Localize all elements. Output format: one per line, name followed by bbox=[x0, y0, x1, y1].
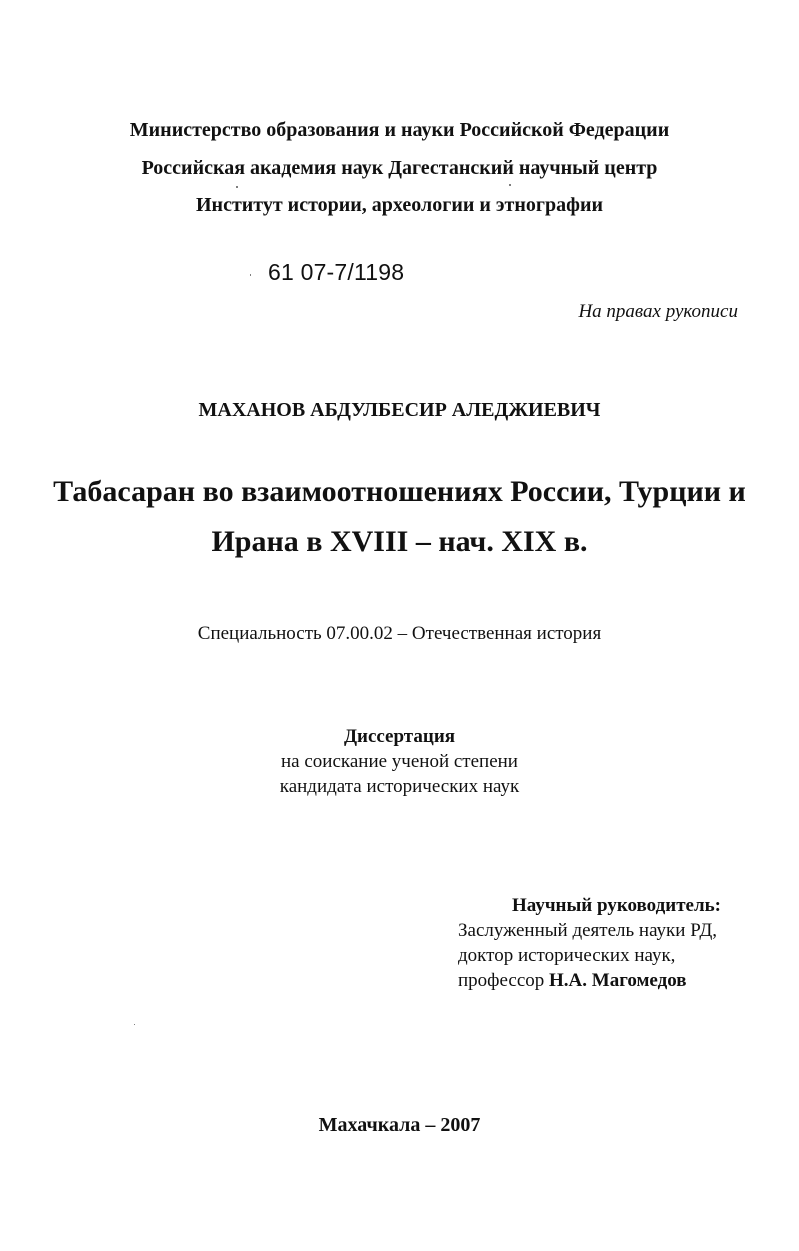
academy-line: Российская академия наук Дагестанский научный центр bbox=[141, 157, 658, 179]
dissertation-heading: Диссертация bbox=[343, 726, 456, 747]
supervisor-degree-line: доктор исторических наук, bbox=[458, 945, 676, 966]
supervisor-heading: Научный руководитель: bbox=[512, 895, 721, 916]
dissertation-title-line-1: Табасаран во взаимоотношениях России, Турции и bbox=[53, 475, 746, 508]
scan-speck bbox=[509, 184, 511, 186]
rights-note: На правах рукописи bbox=[578, 301, 738, 322]
scan-speck bbox=[236, 186, 238, 188]
scan-speck bbox=[134, 1024, 135, 1025]
author-name: МАХАНОВ АБДУЛБЕСИР АЛЕДЖИЕВИЧ bbox=[198, 399, 601, 421]
dissertation-title-line-2: Ирана в XVIII – нач. XIX в. bbox=[211, 525, 588, 558]
supervisor-title-line: Заслуженный деятель науки РД, bbox=[458, 920, 718, 941]
scan-speck bbox=[250, 274, 251, 276]
supervisor-rank: профессор bbox=[458, 970, 550, 991]
supervisor-name: Н.А. Магомедов bbox=[549, 970, 687, 991]
ministry-line: Министерство образования и науки Российской Федерации bbox=[129, 119, 670, 141]
supervisor-name-line bbox=[458, 969, 687, 993]
city-year: Махачкала – 2007 bbox=[318, 1114, 481, 1136]
institute-line: Институт истории, археологии и этнографии bbox=[195, 194, 603, 216]
degree-line-2: кандидата исторических наук bbox=[279, 776, 520, 797]
degree-line-1: на соискание ученой степени bbox=[281, 751, 518, 772]
specialty-line: Специальность 07.00.02 – Отечественная история bbox=[197, 623, 602, 644]
catalog-code: 61 07-7/1198 bbox=[268, 259, 405, 285]
